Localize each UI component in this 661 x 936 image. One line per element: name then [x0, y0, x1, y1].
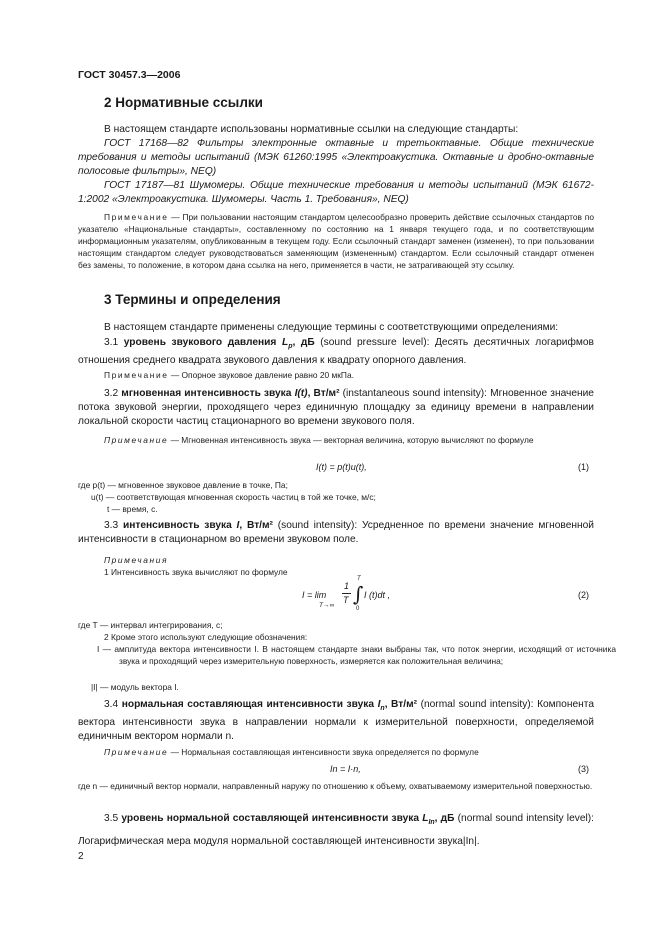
term-english: (normal sound intensity): — [420, 699, 534, 710]
term-3-3-note-2a: I — амплитуда вектора интенсивности I. В настоящем стандарте знаки выбраны так, что поток энергии, исходящий от источника звука и проходящий через измерительную поверхность, измеряется как положительная величина; — [97, 644, 616, 666]
term-3-4 — [78, 698, 594, 744]
term-3-1 — [78, 336, 594, 368]
term-english: (sound intensity): — [277, 520, 358, 531]
fraction-bar — [342, 593, 351, 594]
section-2-note — [78, 211, 594, 271]
equation-2 — [302, 576, 442, 614]
reference-gost-17168: ГОСТ 17168—82 Фильтры электронные октавные и третьоктавные. Общие технические требования и методы испытаний (МЭК 61260:1995 «Электроакустика. Октавные и дробно-октавные полосовые фильтры», NEQ) — [78, 138, 594, 177]
page-number: 2 — [78, 851, 84, 862]
term-symbol-sub: In — [428, 819, 435, 827]
term-name: нормальная составляющая интенсивности звука — [121, 699, 375, 710]
note-label: Примечание — [104, 212, 169, 222]
section-2-intro: В настоящем стандарте использованы нормативные ссылки на следующие стандарты: — [104, 124, 519, 135]
equation-2-frac-den: T — [343, 595, 349, 605]
term-3-1-note — [104, 369, 594, 381]
equation-2-lhs: I = lim — [302, 590, 327, 600]
term-definition: Компонента вектора интенсивности звука в направлении нормали к измерительной поверхности, определяемой единичным вектором нормали n. — [78, 699, 594, 743]
equation-2-int-bot: 0 — [356, 606, 360, 612]
term-symbol: I(t) — [294, 388, 308, 399]
term-definition: Логарифмическая мера модуля нормальной составляющей интенсивности звука|In|. — [78, 836, 480, 848]
note-label: Примечание — [104, 747, 169, 757]
term-3-4-note — [104, 746, 594, 758]
where-1-t: t — время, с. — [107, 504, 158, 514]
where-1-u: u(t) — соответствующая мгновенная скорость частиц в той же точке, м/с; — [91, 492, 376, 502]
term-number: 3.3 — [104, 520, 119, 531]
term-3-2-note — [78, 434, 594, 446]
reference-gost-17187: ГОСТ 17187—81 Шумомеры. Общие технические требования и методы испытаний (МЭК 61672-1:2002 «Электроакустика. Шумомеры. Часть 1. Требования», NEQ) — [78, 180, 594, 205]
where-1-p: где p(t) — мгновенное звуковое давление в точке, Па; — [78, 480, 288, 490]
term-english: (instantaneous sound intensity): — [342, 388, 488, 399]
term-3-3-note-1: 1 Интенсивность звука вычисляют по формуле — [104, 567, 288, 577]
note-text: — Мгновенная интенсивность звука — векторная величина, которую вычисляют по формуле — [170, 435, 534, 445]
term-unit: , Вт/м² — [307, 388, 340, 399]
term-symbol: L — [281, 337, 289, 348]
term-name: интенсивность звука — [122, 520, 232, 531]
term-number: 3.2 — [104, 388, 119, 399]
equation-2-number: (2) — [578, 590, 589, 600]
term-english: (sound pressure level): — [320, 337, 430, 348]
note-label: Примечание — [104, 370, 169, 380]
term-number: 3.1 — [104, 337, 119, 348]
term-name: уровень звукового давления — [123, 337, 277, 348]
equation-3: In = I·n, — [330, 764, 361, 774]
section-3-intro: В настоящем стандарте применены следующие термины с соответствующими определениями: — [104, 322, 559, 333]
equation-2-limit: T→∞ — [319, 602, 335, 609]
where-3-n: где n — единичный вектор нормали, направленный наружу по отношению к объему, охватываемому измерительной поверхностью. — [78, 781, 593, 791]
equation-2-int-top: T — [357, 576, 361, 582]
term-symbol-sub: n — [380, 705, 385, 713]
document-header: ГОСТ 30457.3—2006 — [78, 69, 181, 81]
equation-1-number: (1) — [578, 462, 589, 472]
term-symbol: L — [422, 813, 429, 824]
term-3-3-note-2b: |I| — модуль вектора I. — [91, 682, 179, 692]
note-text: — Опорное звуковое давление равно 20 мкПа. — [170, 370, 354, 380]
integral-sign: ∫ — [353, 582, 364, 606]
term-symbol: I — [236, 520, 240, 531]
term-3-3 — [78, 519, 594, 547]
equation-3-number: (3) — [578, 764, 589, 774]
term-definition: Мгновенное значение потока звуковой энергии, проходящего через единичную площадку за единицу времени в направлении локальной скорости частиц стационарного во времени звукового поля. — [78, 388, 594, 427]
note-text: — Нормальная составляющая интенсивности звука определяется по формуле — [170, 747, 479, 757]
term-name: уровень нормальной составляющей интенсивности звука — [121, 813, 420, 824]
term-symbol-sub: p — [288, 343, 293, 351]
equation-2-rhs: I (t)dt , — [364, 590, 391, 600]
equation-1: I(t) = p(t)u(t), — [316, 462, 367, 472]
equation-2-frac-num: 1 — [344, 581, 350, 591]
term-unit: , Вт/м² — [384, 699, 418, 710]
section-3-title: 3 Термины и определения — [104, 292, 281, 307]
note-text: — При пользовании настоящим стандартом целесообразно проверить действие ссылочных стандартов по указателю «Национальные стандарты», составленному по состоянию на 1 января текущего года, и по соответствующим информационным указателям, опубликованным в текущем году. Если ссылочный стандарт заменен (изменен), то при пользовании настоящим стандартом следует руководствоваться заменяющим (измененным) стандартом. Если ссылочный стандарт отменен без замены, то положение, в котором дана ссылка на него, применяется в части, не затрагивающей эту ссылку. — [78, 212, 594, 270]
term-number: 3.4 — [104, 699, 119, 710]
term-3-3-notes-label: Примечания — [104, 555, 169, 565]
term-definition: Десять десятичных логарифмов отношения среднего квадрата звукового давления к квадрату опорного давления. — [78, 337, 594, 367]
term-unit: , дБ — [434, 813, 455, 824]
term-number: 3.5 — [104, 813, 119, 824]
term-symbol: I — [377, 699, 381, 710]
note-label: Примечание — [104, 435, 169, 445]
term-3-2 — [78, 387, 594, 429]
term-unit: , дБ — [292, 337, 315, 348]
term-definition: Усредненное по времени значение мгновенной интенсивности в стационарном во времени звуковом поле. — [78, 520, 594, 545]
term-name: мгновенная интенсивность звука — [121, 388, 292, 399]
section-2-title: 2 Нормативные ссылки — [104, 95, 263, 110]
term-3-5 — [78, 809, 594, 851]
term-unit: , Вт/м² — [239, 520, 273, 531]
term-3-3-note-2: 2 Кроме этого используют следующие обозначения: — [104, 632, 308, 642]
term-english: (normal sound intensity level): — [457, 813, 594, 824]
where-2-T: где T — интервал интегрирования, с; — [78, 620, 223, 630]
